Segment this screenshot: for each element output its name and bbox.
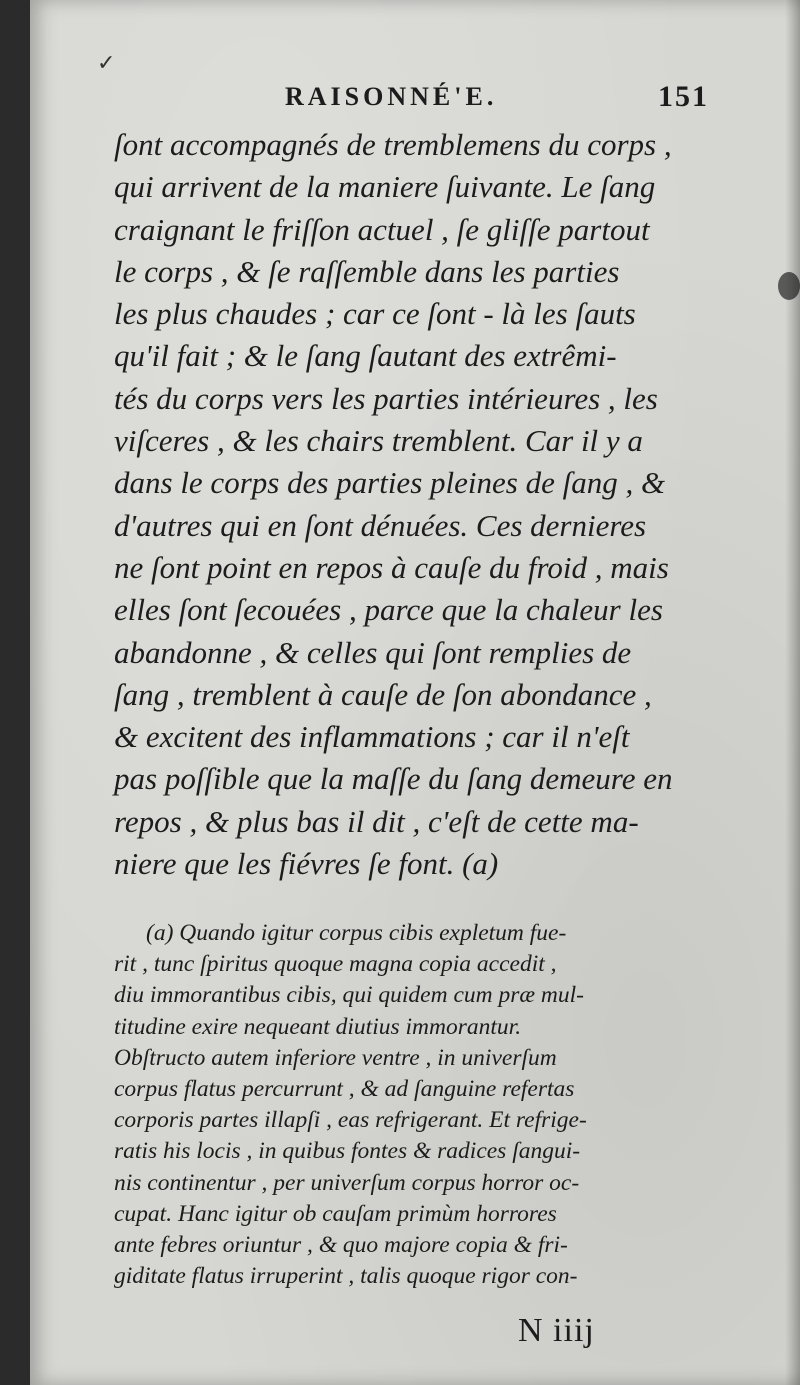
footnote-line: cupat. Hanc igitur ob cauſam primùm horrores: [114, 1200, 557, 1227]
main-text: [114, 124, 724, 885]
pencil-checkmark: ✓: [97, 50, 116, 75]
running-title: RAISONNÉ'E.: [285, 82, 498, 111]
footnote-line: giditate flatus irruperint , talis quoque rigor con-: [114, 1263, 578, 1290]
page-number: 151: [658, 80, 709, 113]
footnote-line: corporis partes illapſi , eas refrigerant. Et refrige-: [114, 1107, 587, 1134]
text-line: qui arrivent de la maniere ſuivante. Le ſang: [114, 169, 656, 205]
signature-mark: N iiij: [518, 1312, 595, 1349]
footnote: [114, 918, 734, 1292]
text-line: ſont accompagnés de tremblemens du corps ,: [114, 127, 672, 162]
book-page: [30, 0, 800, 1385]
page-edge-shadow: [785, 0, 800, 1385]
text-line: viſceres , & les chairs tremblent. Car il y a: [114, 423, 643, 459]
footnote-line: Obſtructo autem inferiore ventre , in univerſum: [114, 1044, 557, 1071]
text-line: repos , & plus bas il dit , c'eſt de cette ma-: [114, 803, 639, 839]
text-line: dans le corps des parties pleines de ſang , &: [114, 465, 666, 501]
text-line: ſang , tremblent à cauſe de ſon abondance ,: [114, 676, 652, 712]
text-line: qu'il fait ; & le ſang ſautant des extrêmi-: [114, 338, 617, 374]
footnote-line: ante febres oriuntur , & quo majore copia & fri-: [114, 1232, 568, 1259]
page-header: [30, 82, 800, 122]
text-line: les plus chaudes ; car ce ſont - là les ſauts: [114, 296, 636, 332]
text-line: le corps , & ſe raſſemble dans les parties: [114, 253, 620, 289]
text-line: niere que les fiévres ſe font. (a): [114, 846, 499, 882]
text-line: tés du corps vers les parties intérieures , les: [114, 380, 658, 416]
footnote-line: diu immorantibus cibis, qui quidem cum præ mul-: [114, 982, 584, 1009]
text-line: pas poſſible que la maſſe du ſang demeure en: [114, 761, 673, 797]
footnote-line: (a) Quando igitur corpus cibis expletum fue-: [146, 920, 567, 946]
text-line: craignant le friſſon actuel , ſe gliſſe partout: [114, 211, 650, 247]
footnote-line: titudine exire nequeant diutius immorantur.: [114, 1013, 522, 1040]
footnote-line: corpus flatus percurrunt , & ad ſanguine refertas: [114, 1076, 575, 1103]
text-line: elles ſont ſecouées , parce que la chaleur les: [114, 592, 663, 628]
text-line: & excitent des inflammations ; car il n'eſt: [114, 719, 630, 755]
footnote-line: nis continentur , per univerſum corpus horror oc-: [114, 1169, 580, 1196]
text-line: d'autres qui en ſont dénuées. Ces dernieres: [114, 507, 647, 543]
footnote-line: ratis his locis , in quibus fontes & radices ſangui-: [114, 1138, 581, 1165]
footnote-line: rit , tunc ſpiritus quoque magna copia accedit ,: [114, 951, 557, 978]
text-line: ne ſont point en repos à cauſe du froid , mais: [114, 549, 669, 585]
text-line: abandonne , & celles qui ſont remplies de: [114, 634, 632, 670]
